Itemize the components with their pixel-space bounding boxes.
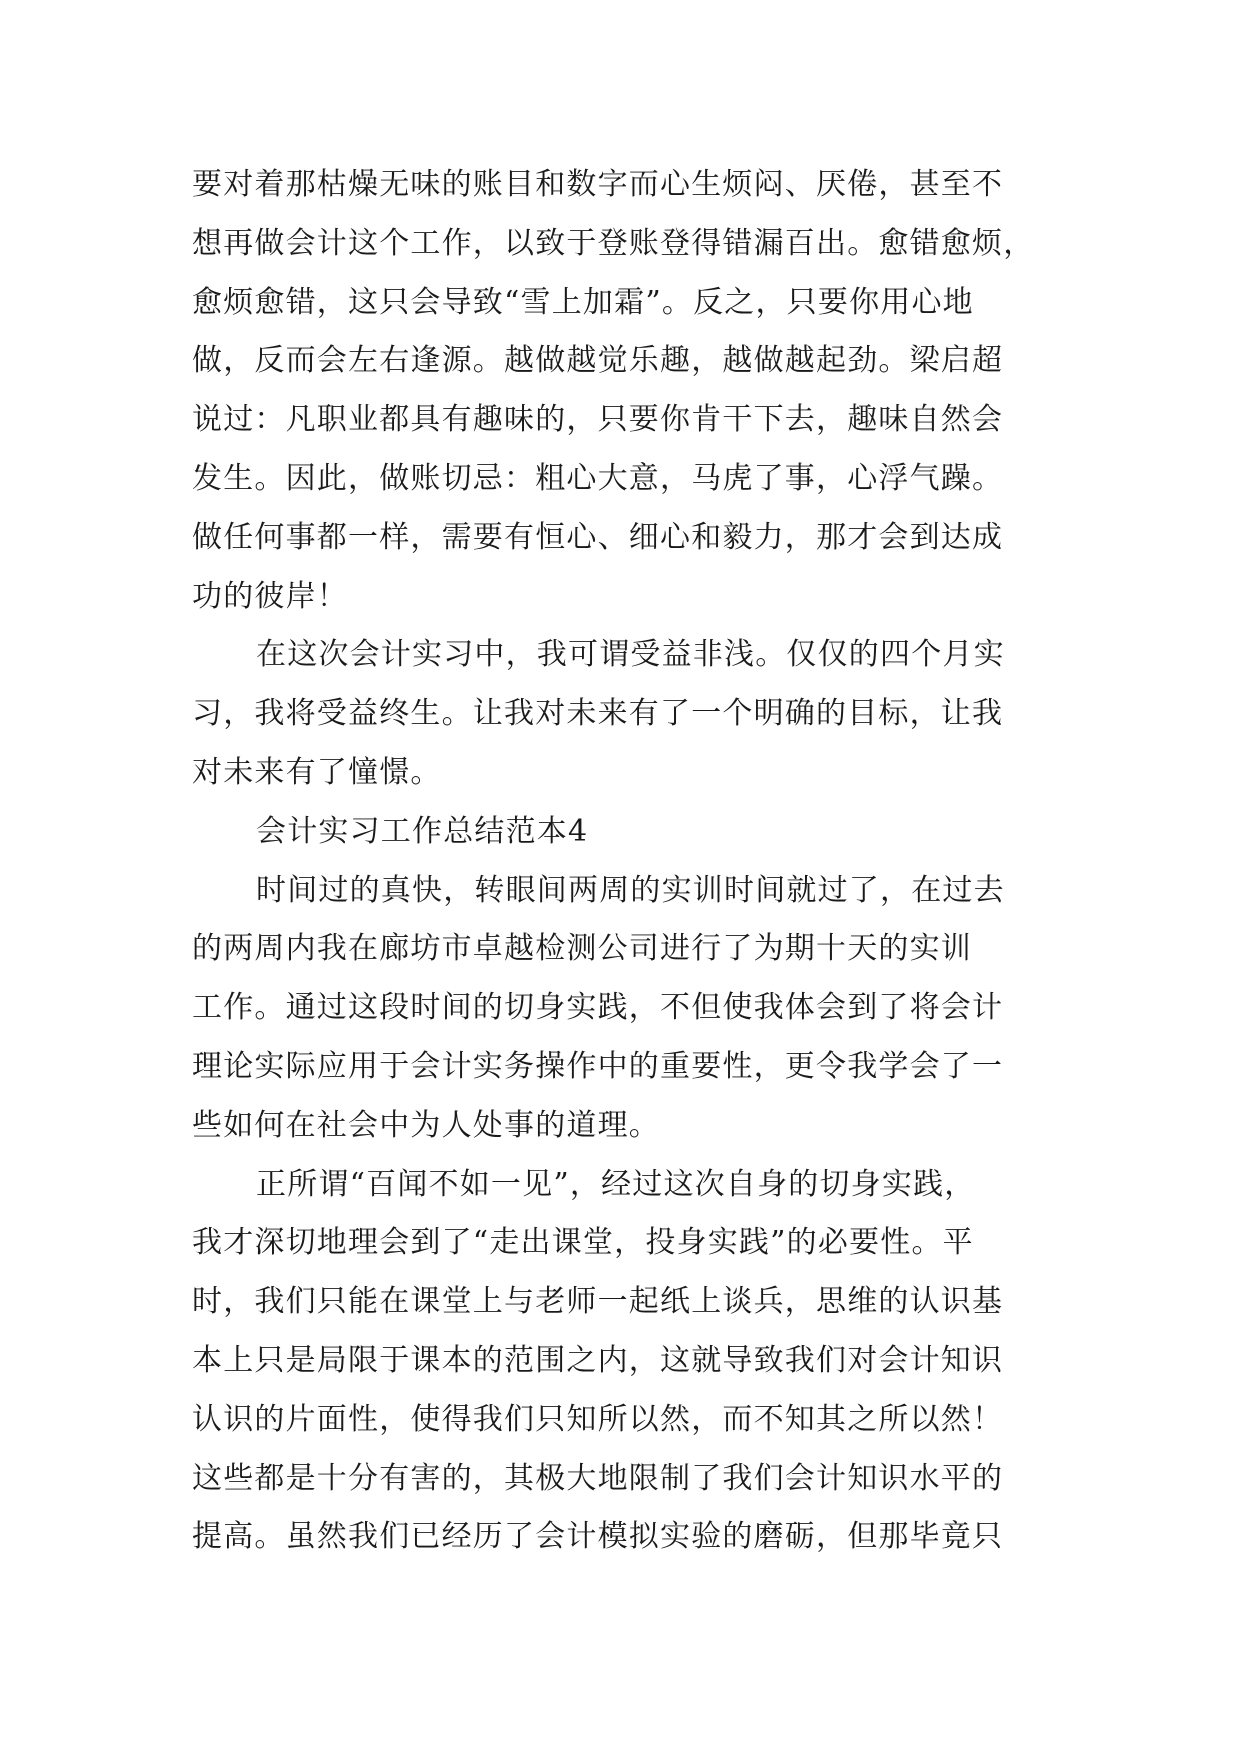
text-line: 提高。虽然我们已经历了会计模拟实验的磨砺，但那毕竟只 — [192, 1519, 1004, 1555]
text-line: 发生。因此，做账切忌：粗心大意，马虎了事，心浮气躁。 — [192, 460, 1004, 496]
text-line: 功的彼岸！ — [192, 578, 348, 614]
paragraph-first-line: 时间过的真快，转眼间两周的实训时间就过了，在过去 — [256, 872, 1005, 908]
text-line: 对未来有了憧憬。 — [192, 754, 442, 790]
section-heading: 会计实习工作总结范本4 — [256, 813, 589, 849]
paragraph-first-line: 正所谓“百闻不如一见”，经过这次自身的切身实践， — [256, 1166, 976, 1202]
text-line: 做任何事都一样，需要有恒心、细心和毅力，那才会到达成 — [192, 519, 1004, 555]
text-line: 习，我将受益终生。让我对未来有了一个明确的目标，让我 — [192, 696, 1004, 732]
text-line: 的两周内我在廊坊市卓越检测公司进行了为期十天的实训 — [192, 931, 972, 967]
text-line: 本上只是局限于课本的范围之内，这就导致我们对会计知识 — [192, 1342, 1004, 1378]
text-line: 时，我们只能在课堂上与老师一起纸上谈兵，思维的认识基 — [192, 1284, 1004, 1320]
document-body — [192, 156, 1062, 1567]
text-line: 说过：凡职业都具有趣味的，只要你肯干下去，趣味自然会 — [192, 402, 1004, 438]
text-line: 要对着那枯燥无味的账目和数字而心生烦闷、厌倦，甚至不 — [192, 167, 1004, 202]
text-line: 这些都是十分有害的，其极大地限制了我们会计知识水平的 — [192, 1460, 1004, 1496]
text-line: 愈烦愈错，这只会导致“雪上加霜”。反之，只要你用心地 — [192, 284, 974, 320]
paragraph-first-line: 在这次会计实习中，我可谓受益非浅。仅仅的四个月实 — [256, 637, 1005, 673]
text-line: 理论实际应用于会计实务操作中的重要性，更令我学会了一 — [192, 1048, 1004, 1084]
text-line: 工作。通过这段时间的切身实践，不但使我体会到了将会计 — [192, 990, 1004, 1026]
text-line: 些如何在社会中为人处事的道理。 — [192, 1107, 660, 1143]
text-line: 认识的片面性，使得我们只知所以然，而不知其之所以然！ — [192, 1401, 1004, 1437]
text-line: 做，反而会左右逢源。越做越觉乐趣，越做越起劲。梁启超 — [192, 343, 1004, 379]
text-line: 想再做会计这个工作，以致于登账登得错漏百出。愈错愈烦， — [192, 225, 1035, 261]
text-line: 我才深切地理会到了“走出课堂，投身实践”的必要性。平 — [192, 1225, 974, 1261]
